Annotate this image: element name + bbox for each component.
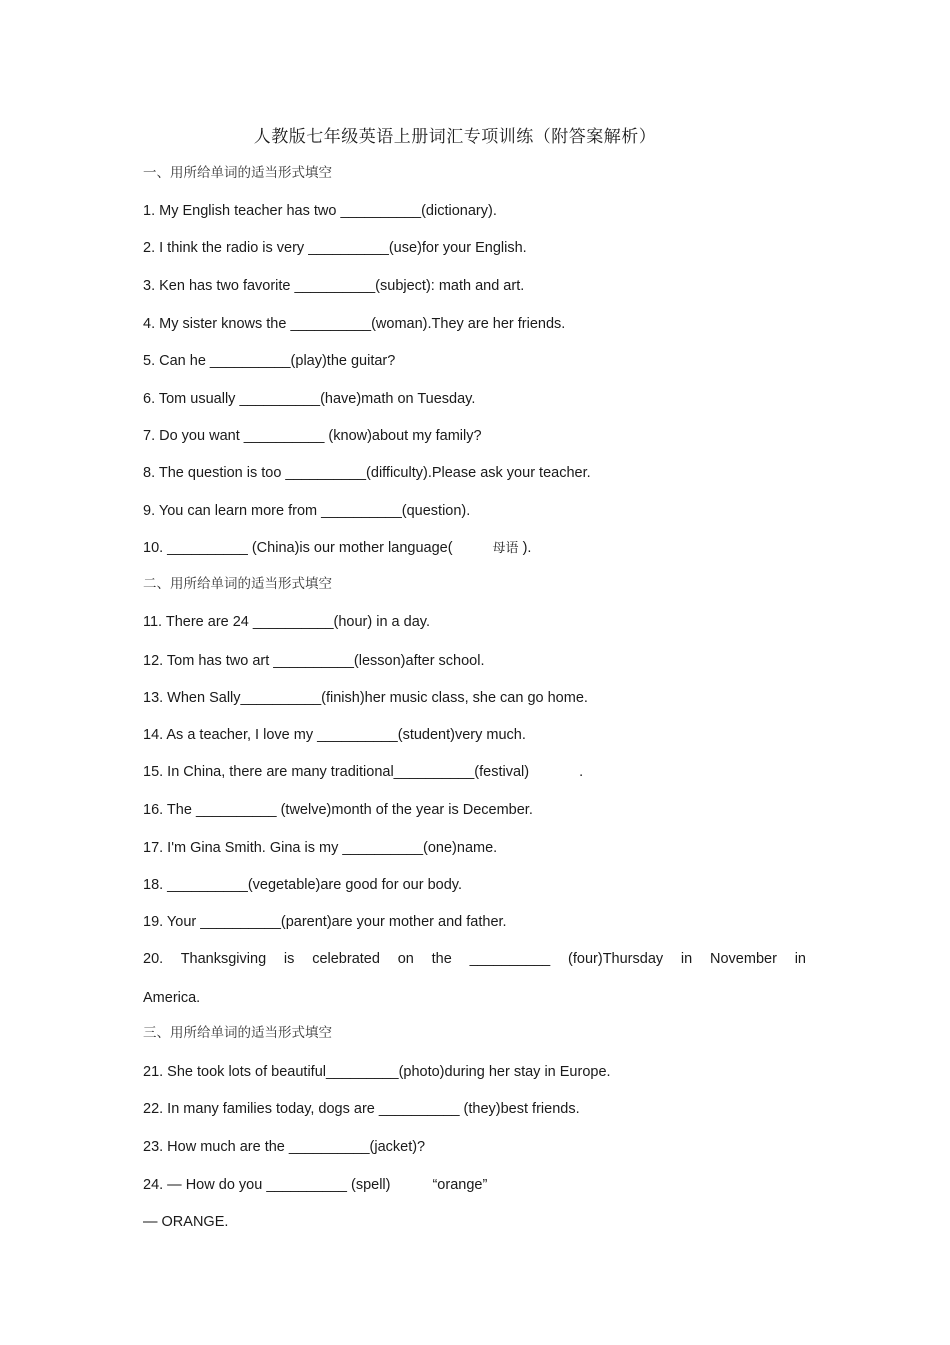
document-title: 人教版七年级英语上册词汇专项训练（附答案解析） xyxy=(253,127,657,147)
question-24-text: 24. — How do you __________ (spell) xyxy=(143,1177,391,1193)
question-15-end: . xyxy=(579,764,584,780)
question-18: 18. __________(vegetable)are good for our body. xyxy=(143,877,462,893)
question-10 xyxy=(143,539,531,558)
question-13: 13. When Sally__________(finish)her music class, she can go home. xyxy=(143,690,588,706)
question-14: 14. As a teacher, I love my __________(student)very much. xyxy=(143,727,526,743)
question-6: 6. Tom usually __________(have)math on Tuesday. xyxy=(143,391,476,407)
question-7: 7. Do you want __________ (know)about my family? xyxy=(143,428,482,444)
question-5: 5. Can he __________(play)the guitar? xyxy=(143,353,396,369)
question-24 xyxy=(143,1176,487,1194)
question-4: 4. My sister knows the __________(woman).They are her friends. xyxy=(143,316,566,332)
section-heading-3: 三、用所给单词的适当形式填空 xyxy=(143,1025,332,1041)
question-20-continued: America. xyxy=(143,990,201,1006)
question-23: 23. How much are the __________(jacket)? xyxy=(143,1139,426,1155)
question-3: 3. Ken has two favorite __________(subject): math and art. xyxy=(143,278,525,294)
question-15 xyxy=(143,763,583,781)
question-10-text: 10. __________ (China)is our mother language( xyxy=(143,540,453,556)
question-2: 2. I think the radio is very __________(use)for your English. xyxy=(143,240,527,256)
question-24-word: “orange” xyxy=(432,1177,488,1193)
question-15-text: 15. In China, there are many traditional__________(festival) xyxy=(143,764,530,780)
question-8: 8. The question is too __________(difficulty).Please ask your teacher. xyxy=(143,465,591,481)
question-20: 20. Thanksgiving is celebrated on the __________ (four)Thursday in November in xyxy=(143,951,806,967)
question-17: 17. I'm Gina Smith. Gina is my __________(one)name. xyxy=(143,840,498,856)
question-12: 12. Tom has two art __________(lesson)after school. xyxy=(143,653,485,669)
question-11: 11. There are 24 __________(hour) in a day. xyxy=(143,614,430,630)
question-9: 9. You can learn more from __________(question). xyxy=(143,503,471,519)
question-10-end: ). xyxy=(522,540,532,556)
section-heading-1: 一、用所给单词的适当形式填空 xyxy=(143,165,332,181)
question-22: 22. In many families today, dogs are __________ (they)best friends. xyxy=(143,1101,580,1117)
section-heading-2: 二、用所给单词的适当形式填空 xyxy=(143,576,332,592)
question-1: 1. My English teacher has two __________(dictionary). xyxy=(143,203,497,219)
question-19: 19. Your __________(parent)are your mother and father. xyxy=(143,914,507,930)
question-21: 21. She took lots of beautiful_________(photo)during her stay in Europe. xyxy=(143,1064,611,1080)
question-16: 16. The __________ (twelve)month of the year is December. xyxy=(143,802,533,818)
question-10-note: 母语 xyxy=(492,541,519,556)
question-24-answer: — ORANGE. xyxy=(143,1214,229,1230)
